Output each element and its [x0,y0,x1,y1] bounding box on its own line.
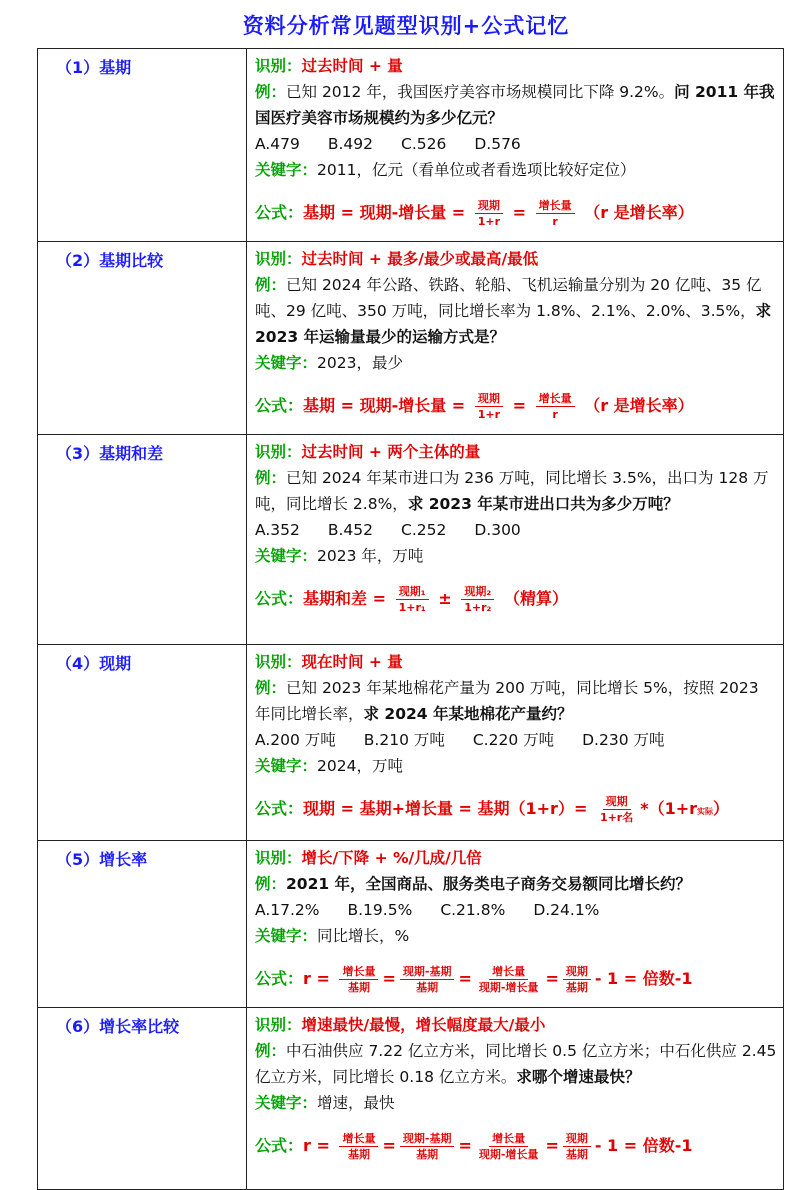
identify-text: 过去时间 + 量 [301,57,403,75]
row-label: （1）基期 [38,49,247,242]
formula: 公式：r = $\frac{\text{增长量}}{\text{基期}}$ = $\frac{\text{现期-基期}}{\text{基期}}$ = $\frac{\text{增长量}}{\text{现期-增长量}}$ = $\frac{\text{现期}}{\text{基期}}$ - 1 = 倍数-1 [255,965,693,994]
example-text: 已知 2024 年某市进口为 236 万吨，同比增长 3.5%，出口为 128 万吨，同比增长 2.8%， [255,469,769,513]
denominator: 1+r [477,215,501,228]
row-content [247,645,784,841]
options [255,897,777,923]
options [255,131,777,157]
option: C.526 [401,135,447,153]
denominator: 1+r名 [599,811,634,824]
denominator: 1+r₂ [464,601,492,614]
identify-text: 增速最快/最慢，增长幅度最大/最小 [301,1016,546,1034]
keyword-lead: 关键字： [255,927,318,945]
formula-table [37,48,784,1190]
formula-text: 基期 = 现期-增长量 = [303,203,466,222]
table-row [38,435,784,645]
option: C.252 [401,521,447,539]
numerator: 现期₁ [396,584,429,600]
example-lead: 例： [255,83,287,101]
keyword-text: 2023，最少 [317,354,403,372]
row-label: （6）增长率比较 [38,1008,247,1190]
option: B.492 [327,135,373,153]
keyword-lead: 关键字： [255,1094,318,1112]
denominator: 基期 [347,1148,370,1161]
formula-note: - 1 = 倍数-1 [594,1136,693,1155]
fraction [400,964,455,995]
row-label: （5）增长率 [38,841,247,1008]
formula-end: ） [713,799,730,818]
denominator: 现期-增长量 [478,981,539,994]
denominator: 基期 [565,1148,588,1161]
keyword-lead: 关键字： [255,354,318,372]
identify-text: 过去时间 + 两个主体的量 [301,443,481,461]
fraction [476,1131,542,1162]
table-row [38,1008,784,1190]
formula-lead: 公式： [255,969,304,988]
table-row [38,242,784,435]
keyword-text: 2023 年，万吨 [317,547,424,565]
fraction [475,198,503,229]
numerator: 增长量 [536,391,575,407]
keyword-text: 2011，亿元（看单位或者看选项比较好定位） [317,161,636,179]
row-content [247,49,784,242]
example-question: 问 2011 年我国医疗美容市场规模约为多少亿元？ [255,83,775,127]
formula-note: *（1+r [640,799,698,818]
formula: 公式：r = $\frac{\text{增长量}}{\text{基期}}$ = $\frac{\text{现期-基期}}{\text{基期}}$ = $\frac{\text{增长量}}{\text{现期-增长量}}$ = $\frac{\text{现期}}{\text{基期}}$ - 1 = 倍数-1 [255,1132,693,1161]
fraction [476,964,542,995]
option: D.576 [474,135,521,153]
equals-sign: = [512,396,527,415]
row-label: （3）基期和差 [38,435,247,645]
identify-text: 现在时间 + 量 [301,653,403,671]
formula-lead: 公式： [255,396,304,415]
denominator: 基期 [416,1148,439,1161]
identify-text: 增长/下降 + %/几成/几倍 [301,849,482,867]
formula-text: 基期和差 = [303,589,386,608]
formula-note: （r 是增长率） [584,396,694,415]
formula-text: r = [303,1136,330,1155]
plus-minus-sign: ± [438,589,452,608]
denominator: r [552,215,558,228]
formula-lead: 公式： [255,589,304,608]
options [255,517,777,543]
equals-sign: = [512,203,527,222]
identify-lead: 识别： [255,1016,302,1034]
fraction [475,391,503,422]
option: B.452 [327,521,373,539]
numerator: 增长量 [536,198,575,214]
formula-note: （r 是增长率） [584,203,694,222]
table-row [38,841,784,1008]
example-question: 求 2023 年某市进出口共为多少万吨？ [407,495,679,513]
fraction [563,964,591,995]
denominator: 基期 [416,981,439,994]
numerator: 现期-基期 [400,1131,455,1147]
fraction [597,794,636,825]
example-lead: 例： [255,276,287,294]
row-label: （2）基期比较 [38,242,247,435]
example-text: 已知 2023 年某地棉花产量为 200 万吨，同比增长 5%，按照 2023 年同比增长率， [255,679,759,723]
denominator: 基期 [347,981,370,994]
numerator: 现期 [563,1131,591,1147]
identify-text: 过去时间 + 最多/最少或最高/最低 [301,250,539,268]
denominator: 基期 [565,981,588,994]
formula [255,384,777,428]
example-lead: 例： [255,469,287,487]
option: A.352 [255,521,300,539]
formula-text: r = [303,969,330,988]
row-content [247,242,784,435]
row-label: （4）现期 [38,645,247,841]
option: A.17.2% [255,901,320,919]
option: B.210 万吨 [363,731,445,749]
example-lead: 例： [255,875,287,893]
option: C.21.8% [440,901,506,919]
numerator: 增长量 [489,1131,528,1147]
denominator: 现期-增长量 [478,1148,539,1161]
numerator: 现期 [475,198,503,214]
option: C.220 万吨 [472,731,555,749]
numerator: 现期-基期 [400,964,455,980]
keyword-lead: 关键字： [255,161,318,179]
numerator: 现期 [563,964,591,980]
fraction [461,584,494,615]
keyword-text: 同比增长，% [317,927,410,945]
fraction [400,1131,455,1162]
formula [255,787,777,834]
page-title: 资料分析常见题型识别+公式记忆 [242,14,570,38]
identify-lead: 识别： [255,653,302,671]
option: A.200 万吨 [255,731,336,749]
fraction [536,198,575,229]
example-question: 求哪个增速最快？ [516,1068,641,1086]
example-question: 2021 年，全国商品、服务类电子商务交易额同比增长约？ [286,875,692,893]
formula-note: （精算） [503,589,568,608]
fraction [396,584,429,615]
identify-lead: 识别： [255,849,302,867]
numerator: 增长量 [339,1131,378,1147]
numerator: 增长量 [339,964,378,980]
example-text: 已知 2012 年，我国医疗美容市场规模同比下降 9.2%。 [286,83,675,101]
fraction [563,1131,591,1162]
formula-lead: 公式： [255,1136,304,1155]
formula-subscript: 实际 [697,807,714,816]
example-question: 求 2024 年某地棉花产量约？ [363,705,573,723]
table-row [38,49,784,242]
formula [255,577,777,621]
example-lead: 例： [255,1042,287,1060]
row-content [247,841,784,1008]
options [255,727,777,753]
fraction [339,1131,378,1162]
denominator: 1+r₁ [398,601,426,614]
option: A.479 [255,135,300,153]
table-row [38,645,784,841]
identify-lead: 识别： [255,57,302,75]
fraction [536,391,575,422]
numerator: 增长量 [489,964,528,980]
numerator: 现期 [475,391,503,407]
fraction [339,964,378,995]
keyword-text: 2024，万吨 [317,757,403,775]
identify-lead: 识别： [255,250,302,268]
example-text: 已知 2024 年公路、铁路、轮船、飞机运输量分别为 20 亿吨、35 亿吨、29 亿吨、350 万吨，同比增长率为 1.8%、2.1%、2.0%、3.5%， [255,276,762,320]
option: B.19.5% [347,901,413,919]
example-lead: 例： [255,679,287,697]
identify-lead: 识别： [255,443,302,461]
row-content [247,1008,784,1190]
example-text: 中石油供应 7.22 亿立方米，同比增长 0.5 亿立方米；中石化供应 2.45 亿立方米，同比增长 0.18 亿立方米。 [255,1042,777,1086]
example-question: 求 2023 年运输量最少的运输方式是？ [255,302,772,346]
row-content [247,435,784,645]
formula-lead: 公式： [255,799,304,818]
keyword-lead: 关键字： [255,757,318,775]
formula-text: 基期 = 现期-增长量 = [303,396,466,415]
keyword-lead: 关键字： [255,547,318,565]
keyword-text: 增速，最快 [317,1094,395,1112]
formula-lead: 公式： [255,203,304,222]
denominator: r [552,408,558,421]
denominator: 1+r [477,408,501,421]
formula [255,191,777,235]
option: D.300 [474,521,521,539]
numerator: 现期₂ [461,584,494,600]
option: D.24.1% [533,901,600,919]
option: D.230 万吨 [582,731,665,749]
formula-note: - 1 = 倍数-1 [594,969,693,988]
formula-text: 现期 = 基期+增长量 = 基期（1+r）= [303,799,588,818]
numerator: 现期 [603,794,631,810]
